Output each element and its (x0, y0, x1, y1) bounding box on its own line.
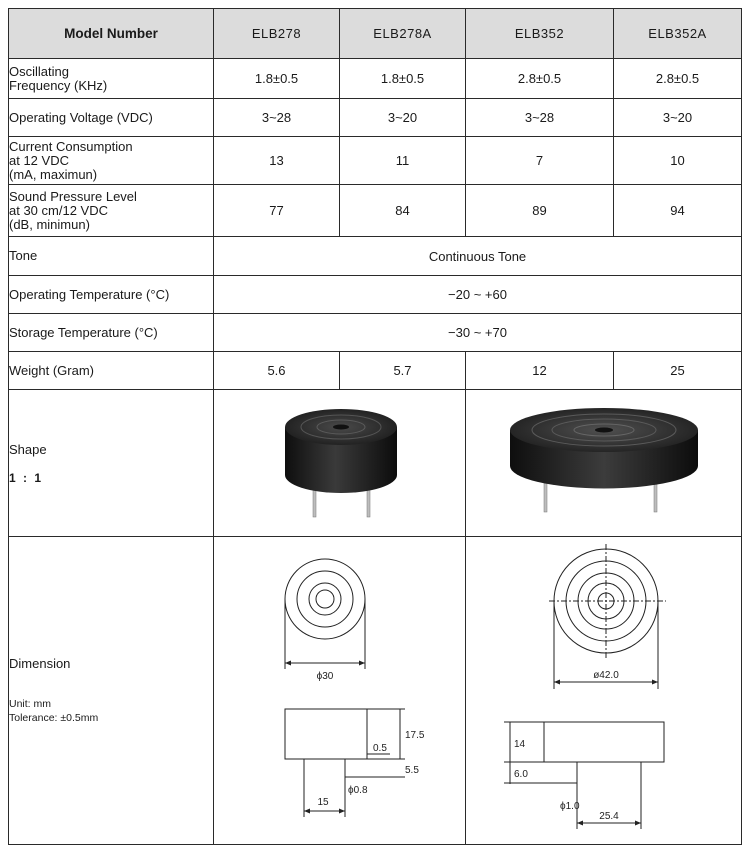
sound-pressure-label: Sound Pressure Level at 30 cm/12 VDC (dB, minimun) (9, 185, 214, 237)
current-value: 11 (340, 137, 466, 185)
row-operating-temp (9, 276, 742, 314)
row-storage-temp (9, 314, 742, 352)
weight-label: Weight (Gram) (9, 352, 214, 390)
frequency-value: 1.8±0.5 (214, 59, 340, 99)
weight-value: 5.7 (340, 352, 466, 390)
tone-label: Tone (9, 237, 214, 276)
buzzer-large-photo (504, 402, 704, 522)
model-elb352a: ELB352A (614, 9, 742, 59)
dim-large-pin: ϕ1.0 (559, 801, 580, 812)
row-current (9, 137, 742, 185)
shape-small-cell (214, 390, 466, 537)
row-dimension (9, 537, 742, 845)
shape-scale: 1 : 1 (9, 470, 44, 485)
operating-temp-value: −20 ~ +60 (214, 276, 742, 314)
row-shape (9, 390, 742, 537)
sound-pressure-value: 77 (214, 185, 340, 237)
frequency-value: 2.8±0.5 (466, 59, 614, 99)
model-number-header: Model Number (9, 9, 214, 59)
spec-table (8, 8, 742, 845)
tolerance-text: Tolerance: ±0.5mm (9, 712, 99, 724)
frequency-value: 1.8±0.5 (340, 59, 466, 99)
shape-large-cell (466, 390, 742, 537)
storage-temp-label: Storage Temperature (°C) (9, 314, 214, 352)
row-frequency (9, 59, 742, 99)
voltage-value: 3~20 (340, 99, 466, 137)
operating-temp-label: Operating Temperature (°C) (9, 276, 214, 314)
shape-label-cell (9, 390, 214, 537)
dim-small-diameter: ϕ30 (316, 671, 333, 682)
sound-pressure-value: 84 (340, 185, 466, 237)
current-value: 7 (466, 137, 614, 185)
dimension-label-cell (9, 537, 214, 845)
row-tone (9, 237, 742, 276)
weight-value: 5.6 (214, 352, 340, 390)
buzzer-small-photo (275, 397, 405, 527)
model-elb278: ELB278 (214, 9, 340, 59)
row-sound-pressure (9, 185, 742, 237)
model-elb278a: ELB278A (340, 9, 466, 59)
sound-pressure-value: 89 (466, 185, 614, 237)
tone-value: Continuous Tone (214, 237, 742, 276)
shape-label: Shape (9, 441, 47, 457)
current-label: Current Consumption at 12 VDC (mA, maximun) (9, 137, 214, 185)
dim-small-height: 17.5 (404, 730, 424, 741)
dimension-drawing-large (474, 539, 734, 839)
dimension-large-cell (466, 537, 742, 845)
header-row (9, 9, 742, 59)
voltage-value: 3~28 (214, 99, 340, 137)
dim-large-diameter: ø42.0 (592, 670, 619, 681)
unit-text: Unit: mm (9, 698, 51, 710)
row-weight (9, 352, 742, 390)
dim-large-pitch: 25.4 (598, 811, 619, 822)
weight-value: 25 (614, 352, 742, 390)
model-elb352: ELB352 (466, 9, 614, 59)
weight-value: 12 (466, 352, 614, 390)
voltage-label: Operating Voltage (VDC) (9, 99, 214, 137)
sound-pressure-value: 94 (614, 185, 742, 237)
frequency-label: Oscillating Frequency (KHz) (9, 59, 214, 99)
dim-large-height: 14 (513, 739, 525, 750)
voltage-value: 3~28 (466, 99, 614, 137)
current-value: 13 (214, 137, 340, 185)
dim-large-lead: 6.0 (513, 769, 528, 780)
row-voltage (9, 99, 742, 137)
dim-small-pin: ϕ0.8 (347, 785, 368, 796)
dimension-label: Dimension (9, 656, 71, 671)
storage-temp-value: −30 ~ +70 (214, 314, 742, 352)
voltage-value: 3~20 (614, 99, 742, 137)
dim-small-gap: 0.5 (372, 743, 387, 754)
dimension-drawing-small (215, 539, 465, 839)
dimension-small-cell (214, 537, 466, 845)
dim-small-lead: 5.5 (404, 765, 419, 776)
dim-small-pitch: 15 (316, 797, 329, 808)
frequency-value: 2.8±0.5 (614, 59, 742, 99)
current-value: 10 (614, 137, 742, 185)
